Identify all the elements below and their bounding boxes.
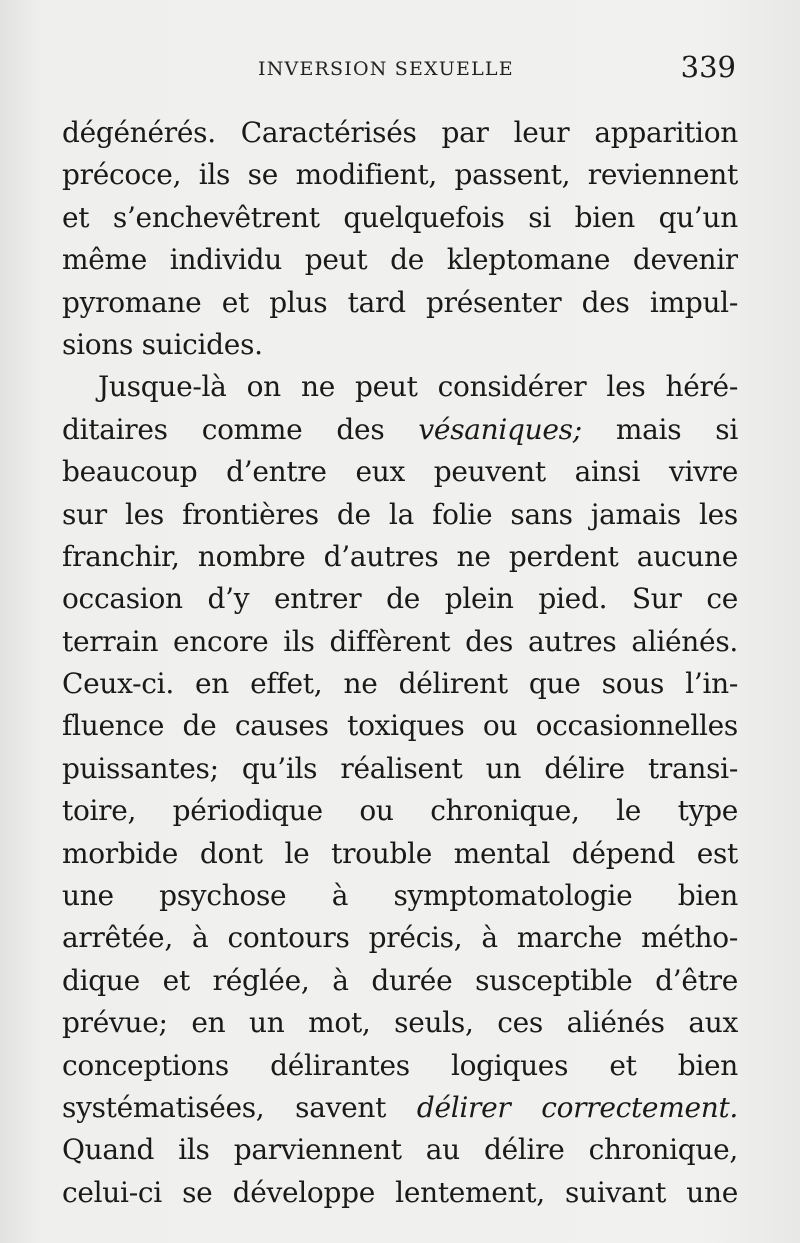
text-run: ditaires comme des xyxy=(62,412,419,446)
text-line: morbide dont le trouble mental dépend est xyxy=(62,836,738,870)
text-line: Quand ils parviennent au délire chronique, xyxy=(62,1133,738,1167)
text-line: beaucoup d’entre eux peuvent ainsi vivre xyxy=(62,455,738,489)
text-line: dégénérés. Caractérisés par leur apparition xyxy=(62,116,738,149)
text-line: précoce, ils se modifient, passent, reviennent xyxy=(62,158,738,192)
text-line: dique et réglée, à durée susceptible d’être xyxy=(62,963,738,997)
running-head-title: INVERSION SEXUELLE xyxy=(258,58,514,80)
text-line xyxy=(62,409,738,451)
text-line: puissantes; qu’ils réalisent un délire transi- xyxy=(62,751,738,785)
page-number: 339 xyxy=(680,50,736,84)
text-line: et s’enchevêtrent quelquefois si bien qu’un xyxy=(62,200,738,234)
running-head xyxy=(62,50,738,90)
text-line: terrain encore ils diffèrent des autres aliénés. xyxy=(62,624,738,658)
emphasis-text: vésaniques; xyxy=(418,412,582,446)
body-text xyxy=(62,112,738,1214)
text-line: prévue; en un mot, seuls, ces aliénés aux xyxy=(62,1006,738,1040)
text-line: pyromane et plus tard présenter des impul- xyxy=(62,285,738,319)
text-line xyxy=(62,1087,738,1129)
emphasis-text: délirer correctement. xyxy=(416,1090,738,1124)
text-line: celui-ci se développe lentement, suivant une xyxy=(62,1175,738,1209)
text-run: mais si xyxy=(581,412,738,446)
text-line: sur les frontières de la folie sans jamais les xyxy=(62,497,738,531)
text-line: toire, périodique ou chronique, le type xyxy=(62,794,738,828)
text-line: une psychose à symptomatologie bien xyxy=(62,879,738,913)
text-line: arrêtée, à contours précis, à marche métho- xyxy=(62,921,738,955)
text-line: franchir, nombre d’autres ne perdent aucune xyxy=(62,539,738,573)
text-line: conceptions délirantes logiques et bien xyxy=(62,1048,738,1082)
text-line: Jusque-là on ne peut considérer les héré- xyxy=(98,370,738,404)
text-line: fluence de causes toxiques ou occasionnelles xyxy=(62,709,738,743)
text-line: occasion d’y entrer de plein pied. Sur ce xyxy=(62,582,738,616)
text-line: Ceux-ci. en effet, ne délirent que sous l’in- xyxy=(62,667,738,701)
text-line: sions suicides. xyxy=(62,327,263,361)
text-line: même individu peut de kleptomane devenir xyxy=(62,243,738,277)
text-run: systématisées, savent xyxy=(62,1090,417,1124)
